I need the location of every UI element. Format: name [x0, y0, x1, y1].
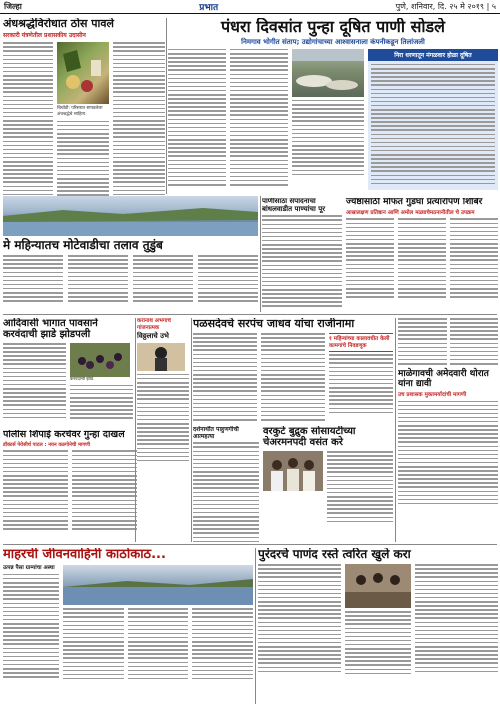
- photo-karvand: [70, 343, 130, 377]
- photo-caption: चिचोंडी: परिसरात सापडलेला अंधश्रद्धेचे साहित्य.: [57, 106, 103, 117]
- article-kicker: उच प्रशासक मुक्तमर्यादांची मागणी: [398, 391, 467, 398]
- photo-meeting: [345, 564, 411, 608]
- article-deck: आस्रालक्षण प्रतिष्ठान आणि अमोल मळ्याचेमठनानीतील चे उपक्रम: [346, 209, 475, 216]
- lake-landscape-icon: [3, 196, 258, 236]
- masthead-logo: प्रभात: [199, 3, 219, 13]
- photo-chairman: [263, 451, 323, 491]
- dateline: पुणे, शनिवार, दि. २५ मे २०१९ | ५: [395, 2, 496, 11]
- article-superstition: [3, 18, 165, 208]
- article-motewadi-lake: [3, 196, 258, 312]
- article-malegaon: [398, 318, 498, 504]
- article-headline: पोलीस शिपाई करचेवर गुन्हा दाखल: [3, 430, 125, 440]
- lead-sidebar-box: [368, 49, 498, 190]
- article-headline: मे महिन्यातच मोटेवाडीचा तलाव तुडुंब: [3, 238, 163, 252]
- group-people-icon: [263, 451, 323, 491]
- article-society-chairman: [193, 426, 393, 542]
- photo-caption: करवंदाची झाडे.: [70, 377, 95, 382]
- photo-vitthal: [137, 343, 185, 371]
- article-purandar-roads: [258, 548, 498, 706]
- article-tribal-rain: [3, 318, 133, 428]
- lead-headline: पंधरा दिवसांत पुन्हा दूषित पाणी सोडले: [221, 18, 445, 36]
- article-body: [3, 42, 53, 206]
- article-lead-polluted-water: [168, 18, 498, 196]
- photo-polluted-river: [292, 49, 364, 97]
- page-header: [0, 0, 500, 14]
- article-headline: माहरची जीवनवाहिनी काठोकाठ...: [3, 548, 166, 562]
- article-kicker: सरकारी यंत्रणेतील प्रशासकीय उदासीन: [3, 32, 86, 40]
- section-tag: जिल्हा: [4, 2, 22, 11]
- river-foam-icon: [292, 49, 364, 97]
- berries-icon: [70, 343, 130, 377]
- lead-deck: निमगाव भोगीत संताप; उद्योगांचाच्या आश्वासनाला कंपनीकडून तिलांजली: [241, 37, 425, 46]
- superstition-items-icon: [57, 42, 109, 104]
- article-sarpanch-resign: [193, 318, 393, 424]
- article-headline: पुरंदरचे पाणंद रस्ते त्वरित खुले करा: [258, 548, 411, 561]
- article-mahar-lifeline: [3, 548, 253, 706]
- temple-idol-icon: [137, 343, 185, 371]
- article-kicker: डॉक्टर्स पेयेसीर्थ पाटल : नयन वळगोनेची मागणी: [3, 442, 91, 449]
- article-headline-water: पाणीसाठा संपादनाचा बांधलवाडीत पाण्यांचा पूर: [262, 198, 326, 213]
- article-headline: अंधश्रद्धेविरोधात ठोस पावले: [3, 18, 114, 30]
- article-knee-camp: [262, 198, 498, 310]
- article-kicker: दर्शनार्थीत पाहुणगीची आत्महत्या: [193, 426, 239, 441]
- article-headline: आदिवासी भागात पावसाने करवंदाची झाडे झोडपली: [3, 318, 98, 340]
- photo-dam-water: [63, 565, 253, 605]
- article-headline: वरकुटे बुद्रुक सोसायटीच्या चेअरमनपदी वसंत करे: [263, 426, 356, 448]
- article-headline-camp: ज्येष्ठांसाठी मोफत गुडघा प्रत्यारोपण शिबिर: [346, 198, 483, 207]
- photo-lake: [3, 196, 258, 236]
- article-police-case: [3, 430, 137, 540]
- article-abhang: [137, 318, 189, 466]
- photo-superstition-items: [57, 42, 109, 104]
- article-headline: पळसदेवचे सरपंच जाधव यांचा राजीनामा: [193, 318, 355, 330]
- article-kicker: उत्पन्न पैसा ग्राम्यांचा अस्था: [3, 565, 55, 572]
- dam-icon: [63, 565, 253, 605]
- article-headline: माळेगावची अमेदवारी थोरात यांना द्यावी: [398, 369, 489, 390]
- officials-meeting-icon: [345, 564, 411, 608]
- article-pullquote: १ महिन्यांच्या कालावधीत केली कामगांचे निवडणूक: [329, 333, 393, 352]
- article-kicker: करांनाथ अभंगांचे गांजनात्मक: [137, 318, 171, 331]
- article-title: विठ्ठलाचे उभे: [137, 332, 169, 341]
- lead-sidebar-title: निरा धरणातून मंगळवार होळा दूषित: [368, 49, 498, 61]
